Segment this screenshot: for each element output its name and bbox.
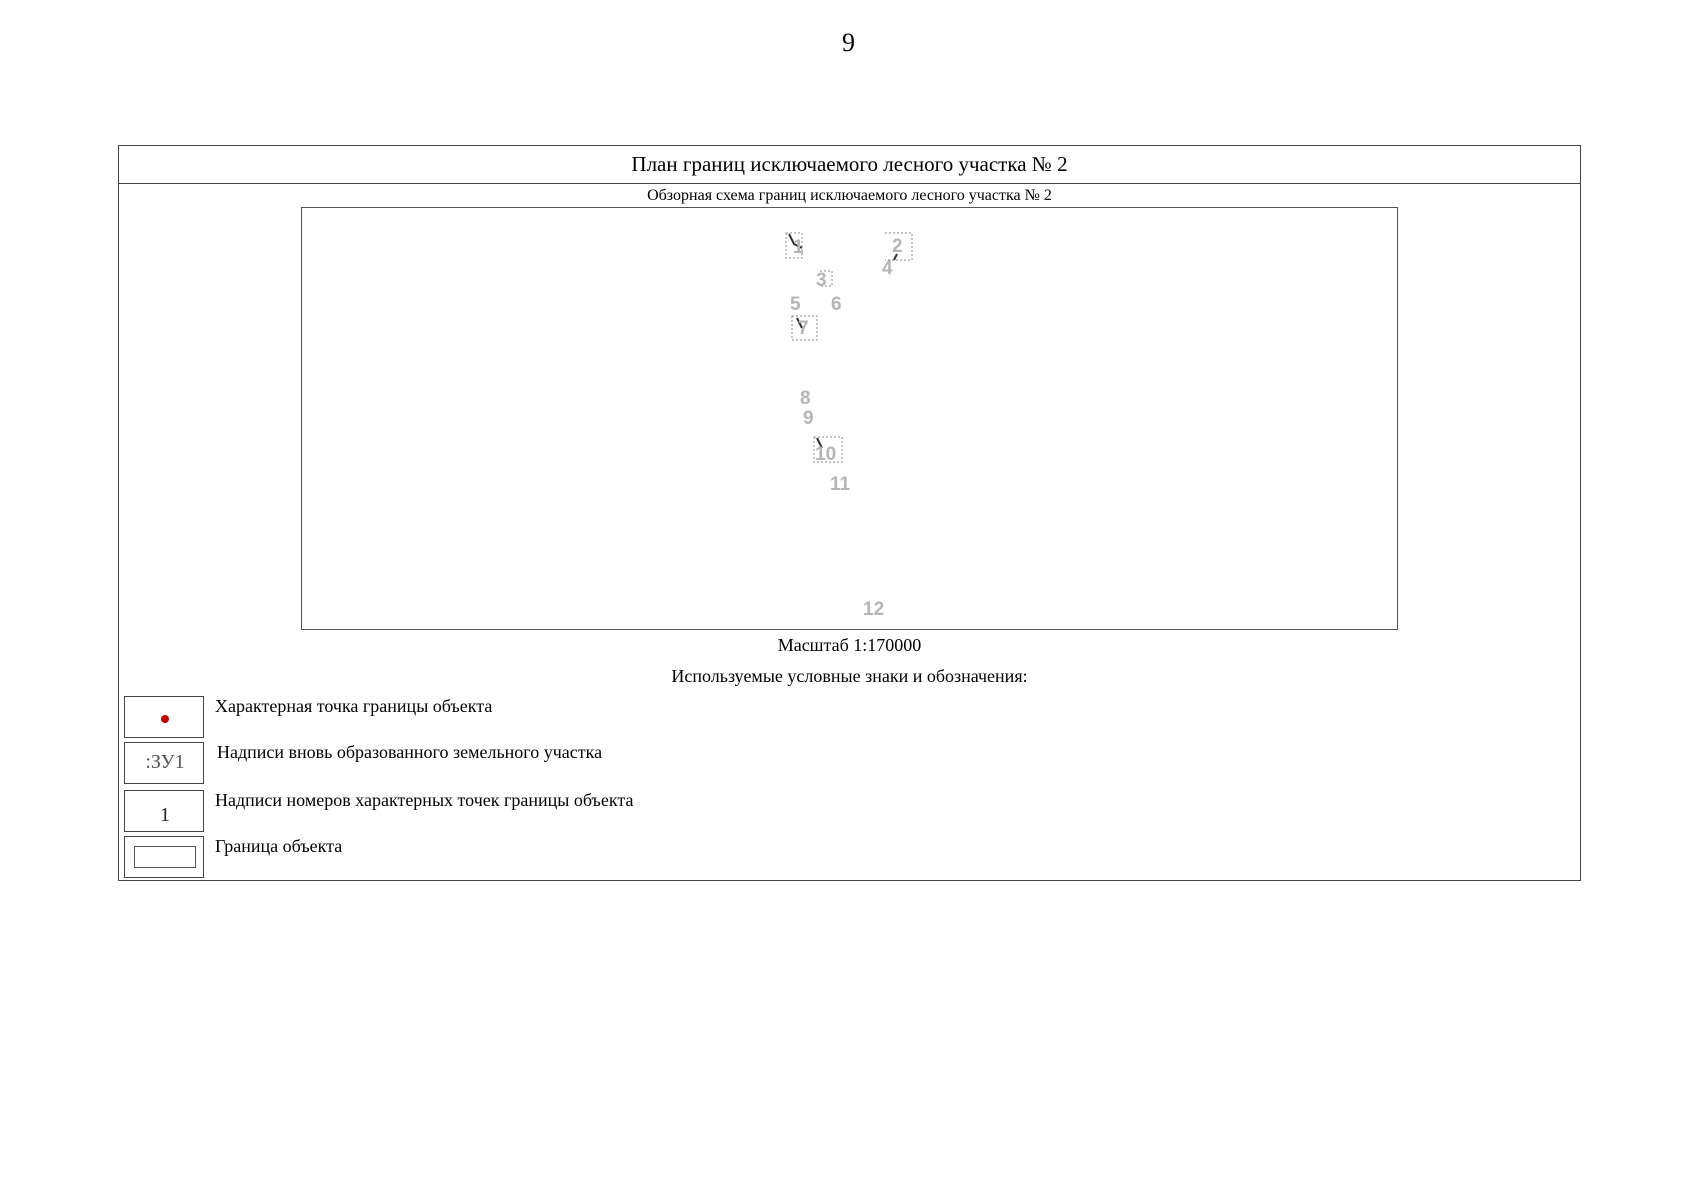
point-label-9: 9 bbox=[803, 408, 814, 429]
legend-symbol-box bbox=[124, 696, 204, 738]
point-label-5: 5 bbox=[790, 294, 801, 315]
point-number-sample: 1 bbox=[160, 804, 170, 826]
point-label-6: 6 bbox=[831, 294, 842, 315]
map-canvas bbox=[302, 208, 1399, 631]
point-label-10: 10 bbox=[815, 444, 837, 465]
overview-map bbox=[301, 207, 1398, 630]
legend-symbol-box bbox=[124, 836, 204, 878]
point-label-2: 2 bbox=[892, 236, 903, 257]
legend-text: Характерная точка границы объекта bbox=[215, 696, 493, 716]
point-label-8: 8 bbox=[800, 388, 811, 409]
legend-symbol-box bbox=[124, 742, 204, 784]
boundary-sample-icon bbox=[134, 846, 196, 868]
point-marker-icon bbox=[161, 715, 169, 723]
plan-title: План границ исключаемого лесного участка № 2 bbox=[119, 146, 1580, 184]
point-label-4: 4 bbox=[882, 258, 893, 279]
legend-title: Используемые условные знаки и обозначения: bbox=[671, 666, 1028, 686]
legend-symbol-box bbox=[124, 790, 204, 832]
legend-item-parcel-label bbox=[124, 742, 1124, 784]
page-number: 9 bbox=[842, 28, 855, 57]
legend-text: Граница объекта bbox=[215, 836, 343, 856]
scheme-title: Обзорная схема границ исключаемого лесного участка № 2 bbox=[647, 187, 1052, 204]
legend-item-point bbox=[124, 696, 1124, 738]
point-label-1: 1 bbox=[793, 237, 804, 258]
legend-text: Надписи номеров характерных точек границы объекта bbox=[215, 790, 634, 810]
legend-item-boundary bbox=[124, 836, 1124, 878]
legend-item-point-number bbox=[124, 790, 1124, 832]
parcel-label-sample: :ЗУ1 bbox=[145, 751, 185, 773]
point-label-3: 3 bbox=[816, 270, 827, 291]
legend-text: Надписи вновь образованного земельного участка bbox=[217, 742, 603, 762]
scale-label: Масштаб 1:170000 bbox=[777, 635, 922, 655]
point-label-12: 12 bbox=[863, 599, 885, 620]
point-label-7: 7 bbox=[798, 318, 809, 339]
point-label-11: 11 bbox=[830, 474, 851, 495]
plan-frame bbox=[118, 145, 1581, 881]
